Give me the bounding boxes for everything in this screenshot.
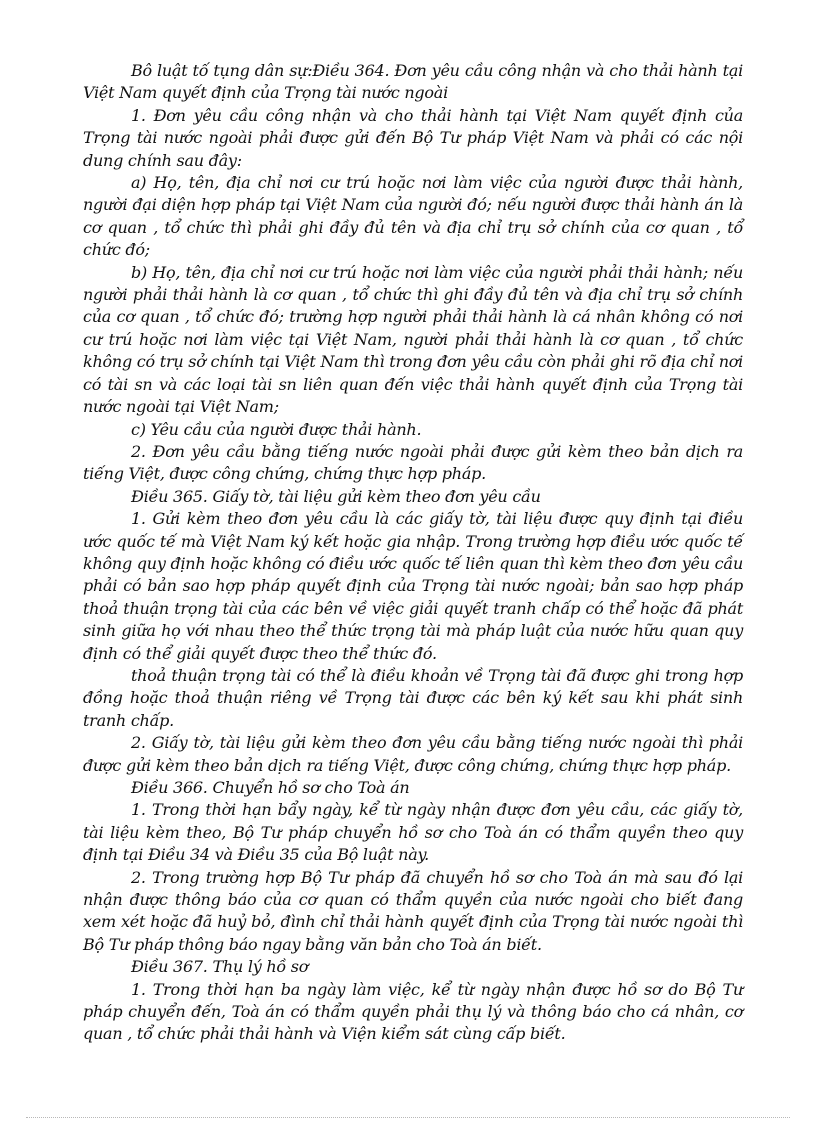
paragraph: 2. Giấy tờ, tài liệu gửi kèm theo đơn yêu cầu bằng tiếng nước ngoài thì phải được gửi kèm theo bản dịch ra tiếng Việt, được công chứng, chứng thực hợp pháp. [83, 733, 743, 775]
article-365-heading: Điều 365. Giấy tờ, tài liệu gửi kèm theo đơn yêu cầu [131, 486, 541, 506]
paragraph: 2. Đơn yêu cầu bằng tiếng nước ngoài phải được gửi kèm theo bản dịch ra tiếng Việt, được công chứng, chứng thực hợp pháp. [83, 441, 743, 484]
paragraph: b) Họ, tên, địa chỉ nơi cư trú hoặc nơi làm việc của người phải thải hành; nếu người phải thải hành là cơ quan , tổ chức thì ghi đầy đủ tên và địa chỉ trụ sở chính của cơ quan , tổ chức đó; trường hợp người phải thải hành là cá nhân không có nơi cư trú hoặc nơi làm việc tại Việt Nam, người phải thải hành là cơ quan , tổ chức không có trụ sở chính tại Việt Nam thì trong đơn yêu cầu còn phải ghi rõ địa chỉ nơi có tài sn và các loại tài sn liên quan đến việc thải hành quyết định của Trọng tài nước ngoài tại Việt Nam; [83, 262, 743, 417]
article-367-heading: Điều 367. Thụ lý hồ sơ [131, 957, 309, 977]
paragraph: 1. Trong thời hạn ba ngày làm việc, kể từ ngày nhận được hồ sơ do Bộ Tư pháp chuyển đến, Toà án có thẩm quyền phải thụ lý và thông báo cho cá nhân, cơ quan , tổ chức phải thải hành và Viện kiểm sát cùng cấp biết. [83, 979, 743, 1044]
paragraph: 1. Gửi kèm theo đơn yêu cầu là các giấy tờ, tài liệu được quy định tại điều ước quốc tế mà Việt Nam ký kết hoặc gia nhập. Trong trường hợp điều ước quốc tế không quy định hoặc không có điều ước quốc tế liên quan thì kèm theo đơn yêu cầu phải có bản sao hợp pháp quyết định của Trọng tài nước ngoài; bản sao hợp pháp thoả thuận trọng tài của các bên về việc giải quyết tranh chấp có thể hoặc đã phát sinh giữa họ với nhau theo thể thức trọng tài mà pháp luật của nước hữu quan quy định có thể giải quyết được theo thể thức đó. [83, 509, 743, 663]
law-heading-article-364: Bô luật tố tụng dân sự:Điều 364. Đơn yêu cầu công nhận và cho thải hành tại Việt Nam quyết định của Trọng tài nước ngoài [83, 61, 743, 103]
paragraph: thoả thuận trọng tài có thể là điều khoản về Trọng tài đã được ghi trong hợp đồng hoặc thoả thuận riêng về Trọng tài được các bên ký kết sau khi phát sinh tranh chấp. [83, 665, 743, 730]
paragraph: a) Họ, tên, địa chỉ nơi cư trú hoặc nơi làm việc của người được thải hành, người đại diện hợp pháp tại Việt Nam của người đó; nếu người được thải hành án là cơ quan , tổ chức thì phải ghi đầy đủ tên và địa chỉ trụ sở chính của cơ quan , tổ chức đó; [83, 173, 743, 260]
paragraph: 1. Trong thời hạn bẩy ngày, kể từ ngày nhận được đơn yêu cầu, các giấy tờ, tài liệu kèm theo, Bộ Tư pháp chuyển hồ sơ cho Toà án có thẩm quyền theo quy định tại Điều 34 và Điều 35 của Bộ luật này. [83, 800, 743, 865]
paragraph: 1. Đơn yêu cầu công nhận và cho thải hành tại Việt Nam quyết định của Trọng tài nước ngoài phải được gửi đến Bộ Tư pháp Việt Nam và phải có các nội dung chính sau đây: [83, 105, 743, 170]
paragraph: 2. Trong trường hợp Bộ Tư pháp đã chuyển hồ sơ cho Toà án mà sau đó lại nhận được thông báo của cơ quan có thẩm quyền của nước ngoài cho biết đang xem xét hoặc đã huỷ bỏ, đình chỉ thải hành quyết định của Trọng tài nước ngoài thì Bộ Tư pháp thông báo ngay bằng văn bản cho Toà án biết. [83, 867, 743, 954]
paragraph: c) Yêu cầu của người được thải hành. [131, 419, 422, 439]
article-366-heading: Điều 366. Chuyển hồ sơ cho Toà án [131, 778, 410, 797]
document-body [83, 60, 743, 1046]
page-break-divider [26, 1117, 790, 1118]
